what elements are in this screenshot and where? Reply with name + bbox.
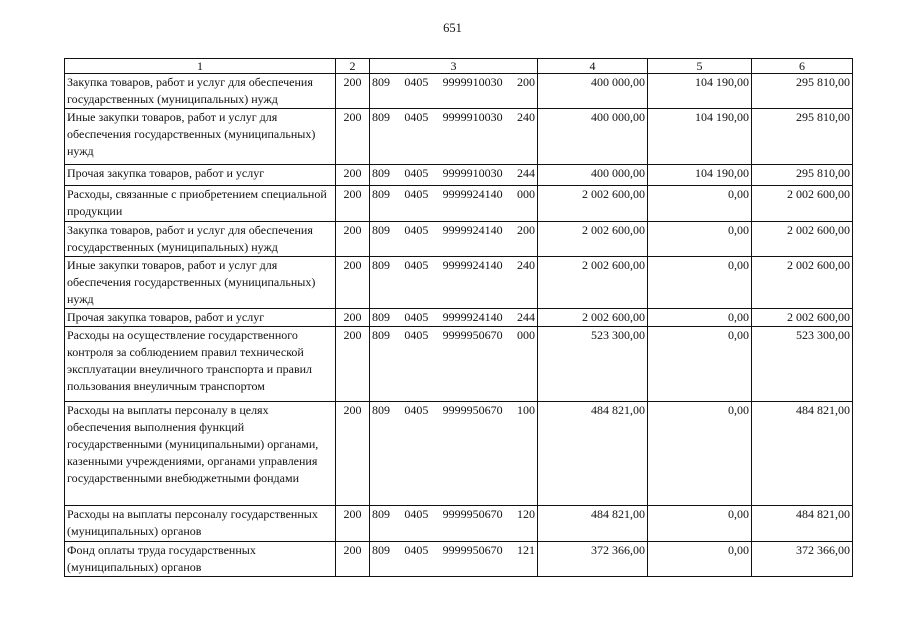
expense-name-cell: Прочая закупка товаров, работ и услуг	[65, 165, 336, 186]
target-code: 9999910030	[442, 75, 503, 89]
ved-code: 809	[372, 110, 390, 124]
remainder-amount-cell: 523 300,00	[752, 327, 853, 402]
table-header-row	[65, 59, 853, 74]
target-code: 9999910030	[442, 166, 503, 180]
expense-type-code: 244	[516, 166, 535, 180]
target-code: 9999950670	[442, 403, 503, 417]
section-code: 0405	[404, 223, 429, 237]
ved-code: 809	[372, 310, 390, 324]
expense-name-cell: Расходы на осуществление государственного контроля за соблюдением правил технической эксплуатации внеуличного транспорта и правил пользования внеуличным транспортом	[65, 327, 336, 402]
ved-code: 809	[372, 258, 390, 272]
section-code: 0405	[404, 507, 429, 521]
target-code: 9999924140	[442, 187, 503, 201]
budget-code-cell	[370, 74, 538, 109]
table-row	[65, 542, 853, 577]
admin-code-cell: 200	[336, 309, 370, 327]
plan-amount-cell: 400 000,00	[538, 109, 648, 165]
table-row	[65, 186, 853, 222]
ved-code: 809	[372, 223, 390, 237]
section-code: 0405	[404, 110, 429, 124]
budget-code-cell	[370, 222, 538, 257]
executed-amount-cell: 104 190,00	[648, 165, 752, 186]
expense-name-cell: Расходы на выплаты персоналу государственных (муниципальных) органов	[65, 506, 336, 542]
section-code: 0405	[404, 543, 429, 557]
expense-type-code: 120	[516, 507, 535, 521]
plan-amount-cell: 372 366,00	[538, 542, 648, 577]
table-row	[65, 402, 853, 506]
executed-amount-cell: 0,00	[648, 186, 752, 222]
budget-code-cell	[370, 309, 538, 327]
target-code: 9999910030	[442, 110, 503, 124]
plan-amount-cell: 400 000,00	[538, 165, 648, 186]
executed-amount-cell: 0,00	[648, 222, 752, 257]
section-code: 0405	[404, 310, 429, 324]
ved-code: 809	[372, 166, 390, 180]
admin-code-cell: 200	[336, 402, 370, 506]
expense-name-cell: Закупка товаров, работ и услуг для обеспечения государственных (муниципальных) нужд	[65, 74, 336, 109]
budget-code-cell	[370, 109, 538, 165]
target-code: 9999924140	[442, 310, 503, 324]
target-code: 9999950670	[442, 328, 503, 342]
expense-type-code: 000	[516, 328, 535, 342]
table-row	[65, 327, 853, 402]
budget-code-cell	[370, 327, 538, 402]
table-row	[65, 506, 853, 542]
ved-code: 809	[372, 507, 390, 521]
remainder-amount-cell: 295 810,00	[752, 165, 853, 186]
plan-amount-cell: 484 821,00	[538, 402, 648, 506]
target-code: 9999924140	[442, 223, 503, 237]
expense-type-code: 240	[516, 110, 535, 124]
section-code: 0405	[404, 328, 429, 342]
expense-name-cell: Закупка товаров, работ и услуг для обеспечения государственных (муниципальных) нужд	[65, 222, 336, 257]
section-code: 0405	[404, 187, 429, 201]
plan-amount-cell: 2 002 600,00	[538, 309, 648, 327]
executed-amount-cell: 0,00	[648, 257, 752, 309]
column-header-2: 2	[336, 59, 370, 74]
remainder-amount-cell: 372 366,00	[752, 542, 853, 577]
remainder-amount-cell: 2 002 600,00	[752, 186, 853, 222]
table-row	[65, 309, 853, 327]
column-header-6: 6	[752, 59, 853, 74]
target-code: 9999950670	[442, 507, 503, 521]
budget-code-cell	[370, 186, 538, 222]
admin-code-cell: 200	[336, 222, 370, 257]
section-code: 0405	[404, 403, 429, 417]
expense-type-code: 100	[516, 403, 535, 417]
budget-code-cell	[370, 506, 538, 542]
plan-amount-cell: 2 002 600,00	[538, 257, 648, 309]
remainder-amount-cell: 295 810,00	[752, 74, 853, 109]
plan-amount-cell: 400 000,00	[538, 74, 648, 109]
admin-code-cell: 200	[336, 327, 370, 402]
table-row	[65, 222, 853, 257]
remainder-amount-cell: 2 002 600,00	[752, 257, 853, 309]
budget-code-cell	[370, 257, 538, 309]
ved-code: 809	[372, 328, 390, 342]
section-code: 0405	[404, 166, 429, 180]
expense-name-cell: Фонд оплаты труда государственных (муниципальных) органов	[65, 542, 336, 577]
remainder-amount-cell: 484 821,00	[752, 402, 853, 506]
ved-code: 809	[372, 187, 390, 201]
expense-name-cell: Прочая закупка товаров, работ и услуг	[65, 309, 336, 327]
remainder-amount-cell: 2 002 600,00	[752, 309, 853, 327]
remainder-amount-cell: 2 002 600,00	[752, 222, 853, 257]
ved-code: 809	[372, 543, 390, 557]
table-row	[65, 165, 853, 186]
column-header-3: 3	[370, 59, 538, 74]
plan-amount-cell: 2 002 600,00	[538, 222, 648, 257]
expense-type-code: 240	[516, 258, 535, 272]
expense-name-cell: Иные закупки товаров, работ и услуг для обеспечения государственных (муниципальных) нужд	[65, 109, 336, 165]
executed-amount-cell: 0,00	[648, 506, 752, 542]
remainder-amount-cell: 484 821,00	[752, 506, 853, 542]
budget-table	[64, 58, 853, 577]
executed-amount-cell: 0,00	[648, 309, 752, 327]
admin-code-cell: 200	[336, 74, 370, 109]
admin-code-cell: 200	[336, 506, 370, 542]
budget-code-cell	[370, 402, 538, 506]
expense-type-code: 121	[516, 543, 535, 557]
ved-code: 809	[372, 403, 390, 417]
ved-code: 809	[372, 75, 390, 89]
plan-amount-cell: 2 002 600,00	[538, 186, 648, 222]
expense-type-code: 200	[516, 75, 535, 89]
plan-amount-cell: 484 821,00	[538, 506, 648, 542]
expense-name-cell: Расходы, связанные с приобретением специальной продукции	[65, 186, 336, 222]
section-code: 0405	[404, 75, 429, 89]
column-header-5: 5	[648, 59, 752, 74]
table-row	[65, 109, 853, 165]
budget-code-cell	[370, 165, 538, 186]
plan-amount-cell: 523 300,00	[538, 327, 648, 402]
expense-name-cell: Расходы на выплаты персоналу в целях обеспечения выполнения функций государственными (муниципальными) органами, казенными учреждениями, органами управления государственными внебюджетными фондами	[65, 402, 336, 506]
column-header-4: 4	[538, 59, 648, 74]
section-code: 0405	[404, 258, 429, 272]
executed-amount-cell: 104 190,00	[648, 74, 752, 109]
column-header-1: 1	[65, 59, 336, 74]
admin-code-cell: 200	[336, 165, 370, 186]
admin-code-cell: 200	[336, 542, 370, 577]
page-number: 651	[443, 21, 462, 35]
executed-amount-cell: 0,00	[648, 542, 752, 577]
admin-code-cell: 200	[336, 109, 370, 165]
executed-amount-cell: 104 190,00	[648, 109, 752, 165]
target-code: 9999950670	[442, 543, 503, 557]
expense-name-cell: Иные закупки товаров, работ и услуг для обеспечения государственных (муниципальных) нужд	[65, 257, 336, 309]
expense-type-code: 000	[516, 187, 535, 201]
admin-code-cell: 200	[336, 186, 370, 222]
admin-code-cell: 200	[336, 257, 370, 309]
budget-code-cell	[370, 542, 538, 577]
executed-amount-cell: 0,00	[648, 327, 752, 402]
expense-type-code: 244	[516, 310, 535, 324]
executed-amount-cell: 0,00	[648, 402, 752, 506]
table-row	[65, 74, 853, 109]
expense-type-code: 200	[516, 223, 535, 237]
remainder-amount-cell: 295 810,00	[752, 109, 853, 165]
target-code: 9999924140	[442, 258, 503, 272]
table-row	[65, 257, 853, 309]
